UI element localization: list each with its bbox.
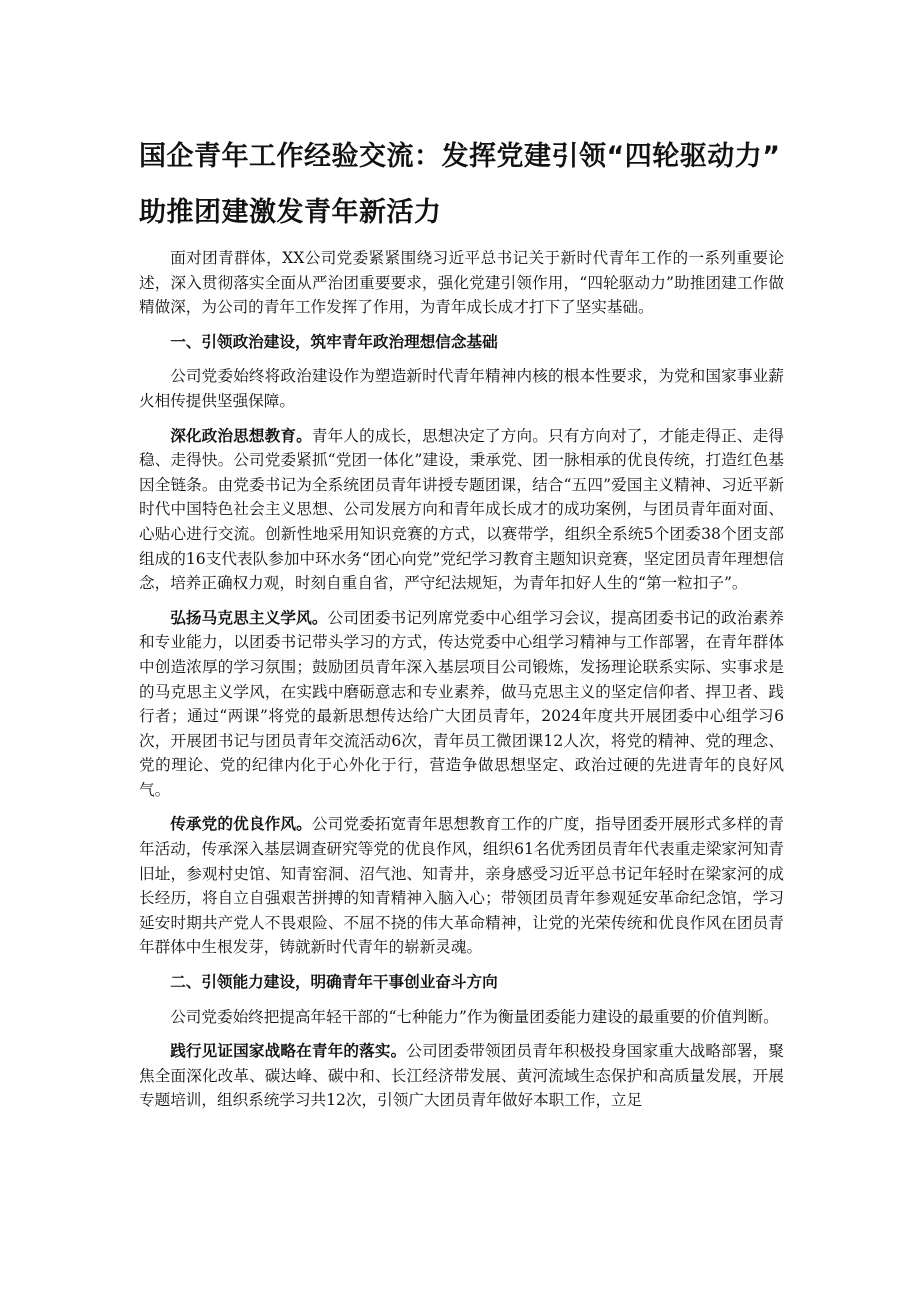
section-2-paragraph-1 [139, 1039, 784, 1113]
section-1-paragraph-1 [139, 424, 784, 596]
section-2-heading: 二、引领能力建设，明确青年干事创业奋斗方向 [170, 973, 498, 992]
paragraph-bold-lead: 践行见证国家战略在青年的落实。 [170, 1042, 407, 1061]
paragraph-text: 青年人的成长，思想决定了方向。只有方向对了，才能走得正、走得稳、走得快。公司党委紧抓“党团一体化”建设，秉承党、团一脉相承的优良传统，打造红色基因全链条。由党委书记为全系统团员青年讲授专题团课，结合“五四”爱国主义精神、习近平新时代中国特色社会主义思想、公司发展方向和青年成长成才的成功案例，与团员青年面对面、心贴心进行交流。创新性地采用知识竞赛的方式，以赛带学，组织全系统5个团委38个团支部组成的16支代表队参加中环水务“团心向党”党纪学习教育主题知识竞赛，坚定团员青年理想信念，培养正确权力观，时刻自重自省，严守纪法规矩，为青年扣好人生的“第一粒扣子”。 [139, 426, 784, 593]
document-title-line-1: 国企青年工作经验交流：发挥党建引领“四轮驱动力” [139, 141, 781, 172]
paragraph-text: 公司团委带领团员青年积极投身国家重大战略部署，聚焦全面深化改革、碳达峰、碳中和、长江经济带发展、黄河流域生态保护和高质量发展，开展专题培训，组织系统学习共12次，引领广大团员青年做好本职工作，立足 [139, 1042, 784, 1110]
intro-paragraph: 面对团青群体，XX公司党委紧紧围绕习近平总书记关于新时代青年工作的一系列重要论述，深入贯彻落实全面从严治团重要要求，强化党建引领作用，“四轮驱动力”助推团建工作做精做深，为公司的青年工作发挥了作用，为青年成长成才打下了坚实基础。 [139, 249, 784, 317]
paragraph-bold-lead: 深化政治思想教育。 [170, 426, 312, 445]
section-2-lead: 公司党委始终把提高年轻干部的“七种能力”作为衡量团委能力建设的最重要的价值判断。 [170, 1007, 779, 1026]
section-1-heading: 一、引领政治建设，筑牢青年政治理想信念基础 [170, 332, 498, 351]
document-body [139, 246, 784, 1123]
paragraph-bold-lead: 弘扬马克思主义学风。 [170, 608, 328, 627]
paragraph-bold-lead: 传承党的优良作风。 [170, 815, 312, 834]
section-1-lead: 公司党委始终将政治建设作为塑造新时代青年精神内核的根本性要求，为党和国家事业薪火相传提供坚强保障。 [139, 367, 784, 410]
paragraph-text: 公司党委拓宽青年思想教育工作的广度，指导团委开展形式多样的青年活动，传承深入基层调查研究等党的优良作风，组织61名优秀团员青年代表重走梁家河知青旧址，参观村史馆、知青窑洞、沼气池、知青井，亲身感受习近平总书记年轻时在梁家河的成长经历，将自立自强艰苦拼搏的知青精神入脑入心；带领团员青年参观延安革命纪念馆，学习延安时期共产党人不畏艰险、不屈不挠的伟大革命精神，让党的光荣传统和优良作风在团员青年群体中生根发芽，铸就新时代青年的崭新灵魂。 [139, 815, 784, 957]
section-1-paragraph-2 [139, 606, 784, 803]
section-1-paragraph-3 [139, 812, 784, 960]
document-title-line-2: 助推团建激发青年新活力 [139, 197, 442, 228]
paragraph-text: 公司团委书记列席党委中心组学习会议，提高团委书记的政治素养和专业能力，以团委书记带头学习的方式，传达党委中心组学习精神与工作部署，在青年群体中创造浓厚的学习氛围；鼓励团员青年深入基层项目公司锻炼，发扬理论联系实际、实事求是的马克思主义学风，在实践中磨砺意志和专业素养，做马克思主义的坚定信仰者、捍卫者、践行者；通过“两课”将党的最新思想传达给广大团员青年，2024年度共开展团委中心组学习6次，开展团书记与团员青年交流活动6次，青年员工微团课12人次，将党的精神、党的理念、党的理论、党的纪律内化于心外化于行，营造争做思想坚定、政治过硬的先进青年的良好风气。 [139, 608, 784, 799]
